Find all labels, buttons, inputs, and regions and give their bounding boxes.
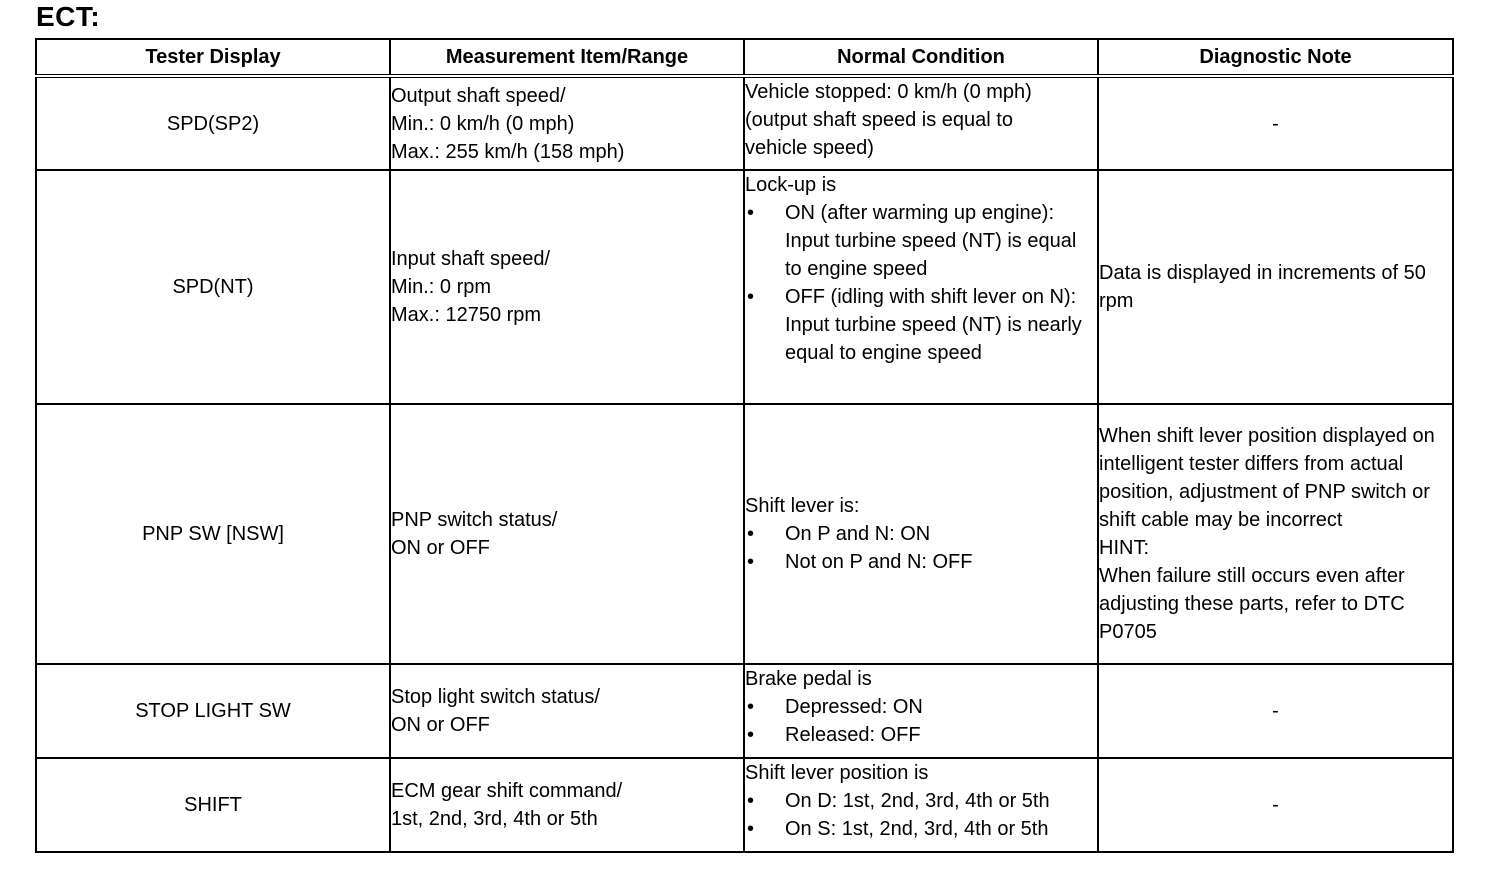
table-row bbox=[36, 758, 1453, 852]
header-measurement: Measurement Item/Range bbox=[390, 39, 744, 76]
diagnostic-note-cell: Data is displayed in increments of 50 rpm bbox=[1098, 170, 1453, 404]
table-header-row bbox=[36, 39, 1453, 76]
bullet-icon: • bbox=[747, 202, 755, 224]
tester-display-cell: SPD(SP2) bbox=[36, 76, 390, 170]
bullet-item bbox=[745, 283, 1097, 367]
measurement-line: Min.: 0 rpm bbox=[391, 276, 492, 298]
normal-condition-cell bbox=[744, 758, 1098, 852]
bullet-item bbox=[745, 548, 1097, 576]
bullet-icon: • bbox=[747, 724, 755, 746]
normal-intro: Shift lever position is bbox=[745, 762, 929, 784]
table-row bbox=[36, 170, 1453, 404]
bullet-text: On S: 1st, 2nd, 3rd, 4th or 5th bbox=[785, 818, 1049, 840]
measurement-line: ON or OFF bbox=[391, 537, 490, 559]
tester-display-cell: PNP SW [NSW] bbox=[36, 404, 390, 664]
tester-display-cell: STOP LIGHT SW bbox=[36, 664, 390, 758]
normal-line: Vehicle stopped: 0 km/h (0 mph) bbox=[745, 81, 1032, 103]
ect-data-table bbox=[35, 38, 1454, 853]
bullet-text: Released: OFF bbox=[785, 724, 921, 746]
diagnostic-note-cell: - bbox=[1098, 76, 1453, 170]
measurement-cell bbox=[390, 404, 744, 664]
normal-intro: Lock-up is bbox=[745, 174, 837, 196]
bullet-text: On P and N: ON bbox=[785, 523, 931, 545]
page-title: ECT: bbox=[36, 1, 101, 32]
diagnostic-note-cell: - bbox=[1098, 664, 1453, 758]
bullet-item bbox=[745, 721, 1097, 749]
bullet-icon: • bbox=[747, 286, 755, 308]
measurement-line: Min.: 0 km/h (0 mph) bbox=[391, 112, 575, 135]
bullet-text: Depressed: ON bbox=[785, 696, 923, 718]
bullet-text: Not on P and N: OFF bbox=[785, 551, 973, 573]
normal-intro: Shift lever is: bbox=[745, 495, 860, 517]
note-hint-label: HINT: bbox=[1099, 537, 1149, 559]
measurement-line: Output shaft speed/ bbox=[391, 84, 566, 107]
measurement-cell bbox=[390, 76, 744, 170]
table-row bbox=[36, 76, 1453, 170]
table-row bbox=[36, 664, 1453, 758]
diagnostic-note-cell bbox=[1098, 404, 1453, 664]
measurement-line: Max.: 255 km/h (158 mph) bbox=[391, 140, 625, 163]
normal-intro: Brake pedal is bbox=[745, 668, 872, 690]
measurement-cell bbox=[390, 170, 744, 404]
header-tester-display: Tester Display bbox=[36, 39, 390, 76]
header-diagnostic-note: Diagnostic Note bbox=[1098, 39, 1453, 76]
measurement-cell bbox=[390, 758, 744, 852]
measurement-line: ON or OFF bbox=[391, 714, 490, 736]
tester-display-cell: SPD(NT) bbox=[36, 170, 390, 404]
measurement-line: Input shaft speed/ bbox=[391, 248, 551, 270]
measurement-line: ECM gear shift command/ bbox=[391, 780, 623, 802]
normal-condition-cell bbox=[744, 170, 1098, 404]
diagnostic-note-cell: - bbox=[1098, 758, 1453, 852]
bullet-icon: • bbox=[747, 523, 755, 545]
normal-line: (output shaft speed is equal to bbox=[745, 109, 1013, 131]
bullet-item bbox=[745, 199, 1097, 283]
bullet-icon: • bbox=[747, 790, 755, 812]
normal-condition-cell bbox=[744, 664, 1098, 758]
measurement-line: PNP switch status/ bbox=[391, 509, 558, 531]
normal-bullet-list bbox=[745, 693, 1097, 749]
measurement-line: Stop light switch status/ bbox=[391, 686, 600, 708]
normal-line: vehicle speed) bbox=[745, 137, 874, 159]
bullet-icon: • bbox=[747, 551, 755, 573]
note-hint: When failure still occurs even after adjusting these parts, refer to DTC P0705 bbox=[1099, 565, 1405, 643]
header-normal-condition: Normal Condition bbox=[744, 39, 1098, 76]
normal-condition-cell bbox=[744, 76, 1098, 170]
measurement-cell bbox=[390, 664, 744, 758]
normal-bullet-list bbox=[745, 520, 1097, 576]
bullet-text: ON (after warming up engine): Input turbine speed (NT) is equal to engine speed bbox=[785, 202, 1077, 280]
table-row bbox=[36, 404, 1453, 664]
normal-bullet-list bbox=[745, 199, 1097, 367]
measurement-line: Max.: 12750 rpm bbox=[391, 304, 542, 326]
tester-display-cell: SHIFT bbox=[36, 758, 390, 852]
bullet-item bbox=[745, 787, 1097, 815]
bullet-text: OFF (idling with shift lever on N): Input turbine speed (NT) is nearly equal to engine speed bbox=[785, 286, 1082, 364]
bullet-item bbox=[745, 520, 1097, 548]
normal-condition-cell bbox=[744, 404, 1098, 664]
bullet-text: On D: 1st, 2nd, 3rd, 4th or 5th bbox=[785, 790, 1050, 812]
bullet-icon: • bbox=[747, 818, 755, 840]
note-main: When shift lever position displayed on intelligent tester differs from actual position, adjustment of PNP switch or shift cable may be incorrect bbox=[1099, 425, 1435, 531]
bullet-item bbox=[745, 693, 1097, 721]
measurement-line: 1st, 2nd, 3rd, 4th or 5th bbox=[391, 808, 598, 830]
bullet-icon: • bbox=[747, 696, 755, 718]
normal-bullet-list bbox=[745, 787, 1097, 843]
bullet-item bbox=[745, 815, 1097, 843]
